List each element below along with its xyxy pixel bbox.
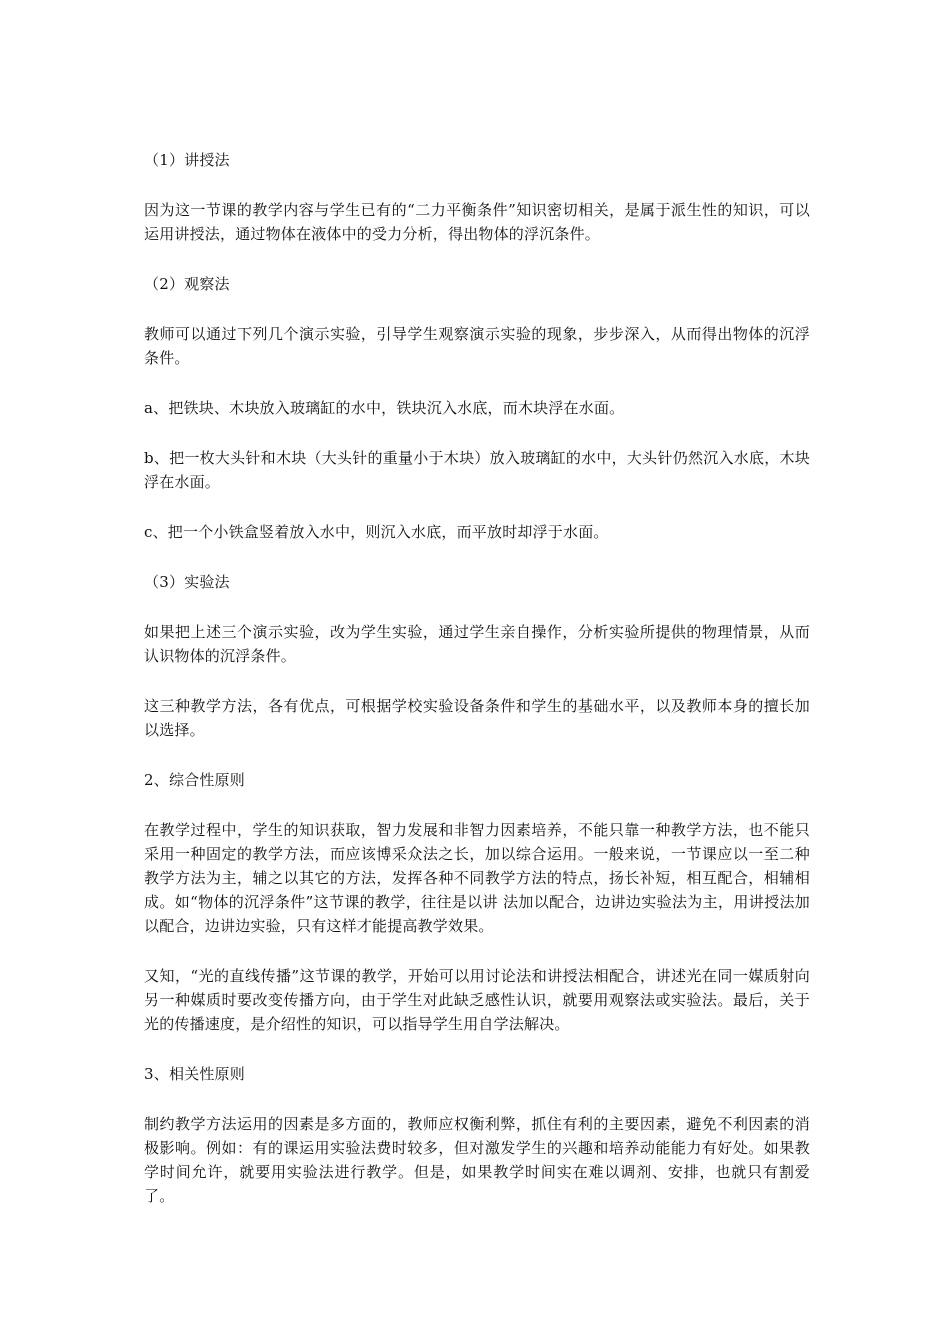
experiment-item-c: c、把一个小铁盒竖着放入水中，则沉入水底，而平放时却浮于水面。 xyxy=(144,523,609,541)
heading-lecture-method: （1）讲授法 xyxy=(144,151,230,169)
experiment-item-a: a、把铁块、木块放入玻璃缸的水中，铁块沉入水底，而木块浮在水面。 xyxy=(144,399,625,417)
paragraph-relevance-principle: 制约教学方法运用的因素是多方面的，教师应权衡利弊，抓住有利的主要因素，避免不利因素的消极影响。例如：有的课运用实验法费时较多，但对激发学生的兴趣和培养动能能力有好处。如果教学时间允许，就要用实验法进行教学。但是，如果教学时间实在难以调剂、安排，也就只有割爱了。 xyxy=(144,1115,810,1205)
heading-observation-method: （2）观察法 xyxy=(144,275,230,293)
heading-comprehensive-principle: 2、综合性原则 xyxy=(144,771,245,789)
document-body xyxy=(144,148,810,1208)
paragraph-observation-method: 教师可以通过下列几个演示实验，引导学生观察演示实验的现象，步步深入，从而得出物体的沉浮条件。 xyxy=(144,325,810,367)
heading-experiment-method: （3）实验法 xyxy=(144,573,230,591)
paragraph-lecture-method: 因为这一节课的教学内容与学生已有的“二力平衡条件”知识密切相关，是属于派生性的知识，可以运用讲授法，通过物体在液体中的受力分析，得出物体的浮沉条件。 xyxy=(144,201,810,243)
experiment-item-b: b、把一枚大头针和木块（大头针的重量小于木块）放入玻璃缸的水中，大头针仍然沉入水底，木块浮在水面。 xyxy=(144,449,810,491)
paragraph-light-propagation: 又知，“光的直线传播”这节课的教学，开始可以用讨论法和讲授法相配合，讲述光在同一媒质射向另一种媒质时要改变传播方向，由于学生对此缺乏感性认识，就要用观察法或实验法。最后，关于光的传播速度，是介绍性的知识，可以指导学生用自学法解决。 xyxy=(144,967,810,1033)
heading-relevance-principle: 3、相关性原则 xyxy=(144,1065,245,1083)
paragraph-experiment-method: 如果把上述三个演示实验，改为学生实验，通过学生亲自操作，分析实验所提供的物理情景，从而认识物体的沉浮条件。 xyxy=(144,623,810,665)
paragraph-method-choice: 这三种教学方法，各有优点，可根据学校实验设备条件和学生的基础水平，以及教师本身的擅长加以选择。 xyxy=(144,697,810,739)
paragraph-comprehensive-principle: 在教学过程中，学生的知识获取，智力发展和非智力因素培养，不能只靠一种教学方法，也不能只采用一种固定的教学方法，而应该博采众法之长，加以综合运用。一般来说，一节课应以一至二种教学方法为主，辅之以其它的方法，发挥各种不同教学方法的特点，扬长补短，相互配合，相辅相成。如“物体的沉浮条件”这节课的教学，往往是以讲 法加以配合，边讲边实验法为主，用讲授法加以配合，边讲边实验，只有这样才能提高教学效果。 xyxy=(144,821,810,935)
